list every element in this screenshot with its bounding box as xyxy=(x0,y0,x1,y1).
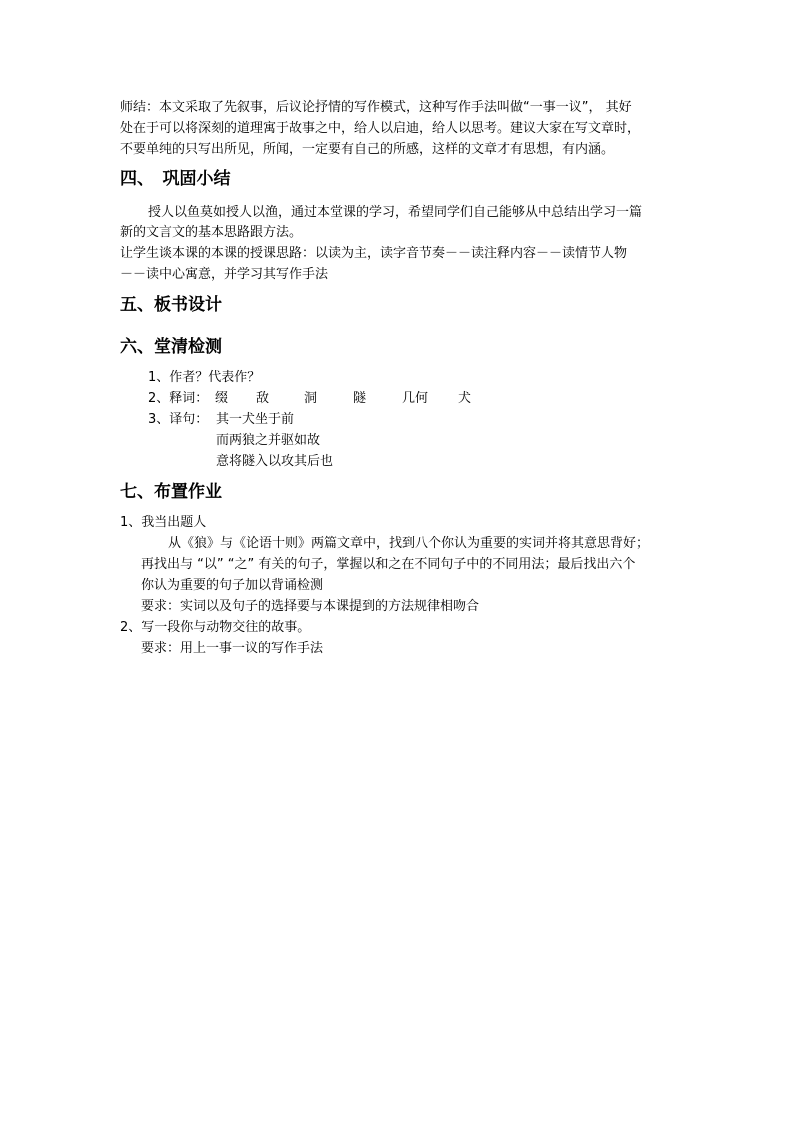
translate-sentence-2: 而两狼之并驱如故 xyxy=(216,433,321,448)
section-5-heading: 五、板书设计 xyxy=(120,295,222,315)
vocab-word-2: 敌 xyxy=(256,391,270,406)
section-7-heading: 七、布置作业 xyxy=(120,482,222,502)
homework-1-line-1: 从《狼》与《论语十则》两篇文章中，找到八个你认为重要的实词并将其意思背好； xyxy=(168,536,650,551)
vocab-word-1: 缀 xyxy=(215,391,229,406)
section-4-para1-line-2: 新的文言文的基本思路跟方法。 xyxy=(120,225,303,240)
section-4-para1-line-1: 授人以鱼莫如授人以渔，通过本堂课的学习，希望同学们自己能够从中总结出学习一篇 xyxy=(148,205,643,220)
question-2-label: 2、释词： xyxy=(148,391,209,406)
vocab-word-5: 几何 xyxy=(402,391,429,406)
summary-line-2: 处在于可以将深刻的道理寓于故事之中，给人以启迪，给人以思考。建议大家在写文章时， xyxy=(120,121,641,136)
translate-sentence-3: 意将隧入以攻其后也 xyxy=(216,454,334,469)
vocab-word-3: 洞 xyxy=(304,391,318,406)
vocab-word-6: 犬 xyxy=(458,391,472,406)
summary-line-1: 师结：本文采取了先叙事，后议论抒情的写作模式，这种写作手法叫做“一事一议”， 其好 xyxy=(120,100,632,115)
homework-2-requirement: 要求：用上一事一议的写作手法 xyxy=(141,641,324,656)
homework-1-title: 1、我当出题人 xyxy=(120,515,207,530)
homework-1-requirement: 要求：实词以及句子的选择要与本课提到的方法规律相吻合 xyxy=(141,599,480,614)
translate-sentence-1: 其一犬坐于前 xyxy=(216,412,295,427)
section-4-para2-line-2: －－读中心寓意，并学习其写作手法 xyxy=(120,267,329,282)
question-1: 1、作者？代表作？ xyxy=(148,370,261,385)
homework-2-title: 2、写一段你与动物交往的故事。 xyxy=(120,620,311,635)
homework-1-line-3: 你认为重要的句子加以背诵检测 xyxy=(141,578,324,593)
section-4-heading: 四、 巩固小结 xyxy=(120,169,231,189)
summary-line-3: 不要单纯的只写出所见，所闻，一定要有自己的所感，这样的文章才有思想，有内涵。 xyxy=(120,142,615,157)
vocab-word-4: 隧 xyxy=(353,391,367,406)
section-6-heading: 六、堂清检测 xyxy=(120,337,222,357)
homework-1-line-2: 再找出与 “以” “之” 有关的句子，掌握以和之在不同句子中的不同用法；最后找出六个 xyxy=(141,557,636,572)
question-3-label: 3、译句： xyxy=(148,412,209,427)
section-4-para2-line-1: 让学生谈本课的本课的授课思路：以读为主，读字音节奏－－读注释内容－－读情节人物 xyxy=(120,246,628,261)
